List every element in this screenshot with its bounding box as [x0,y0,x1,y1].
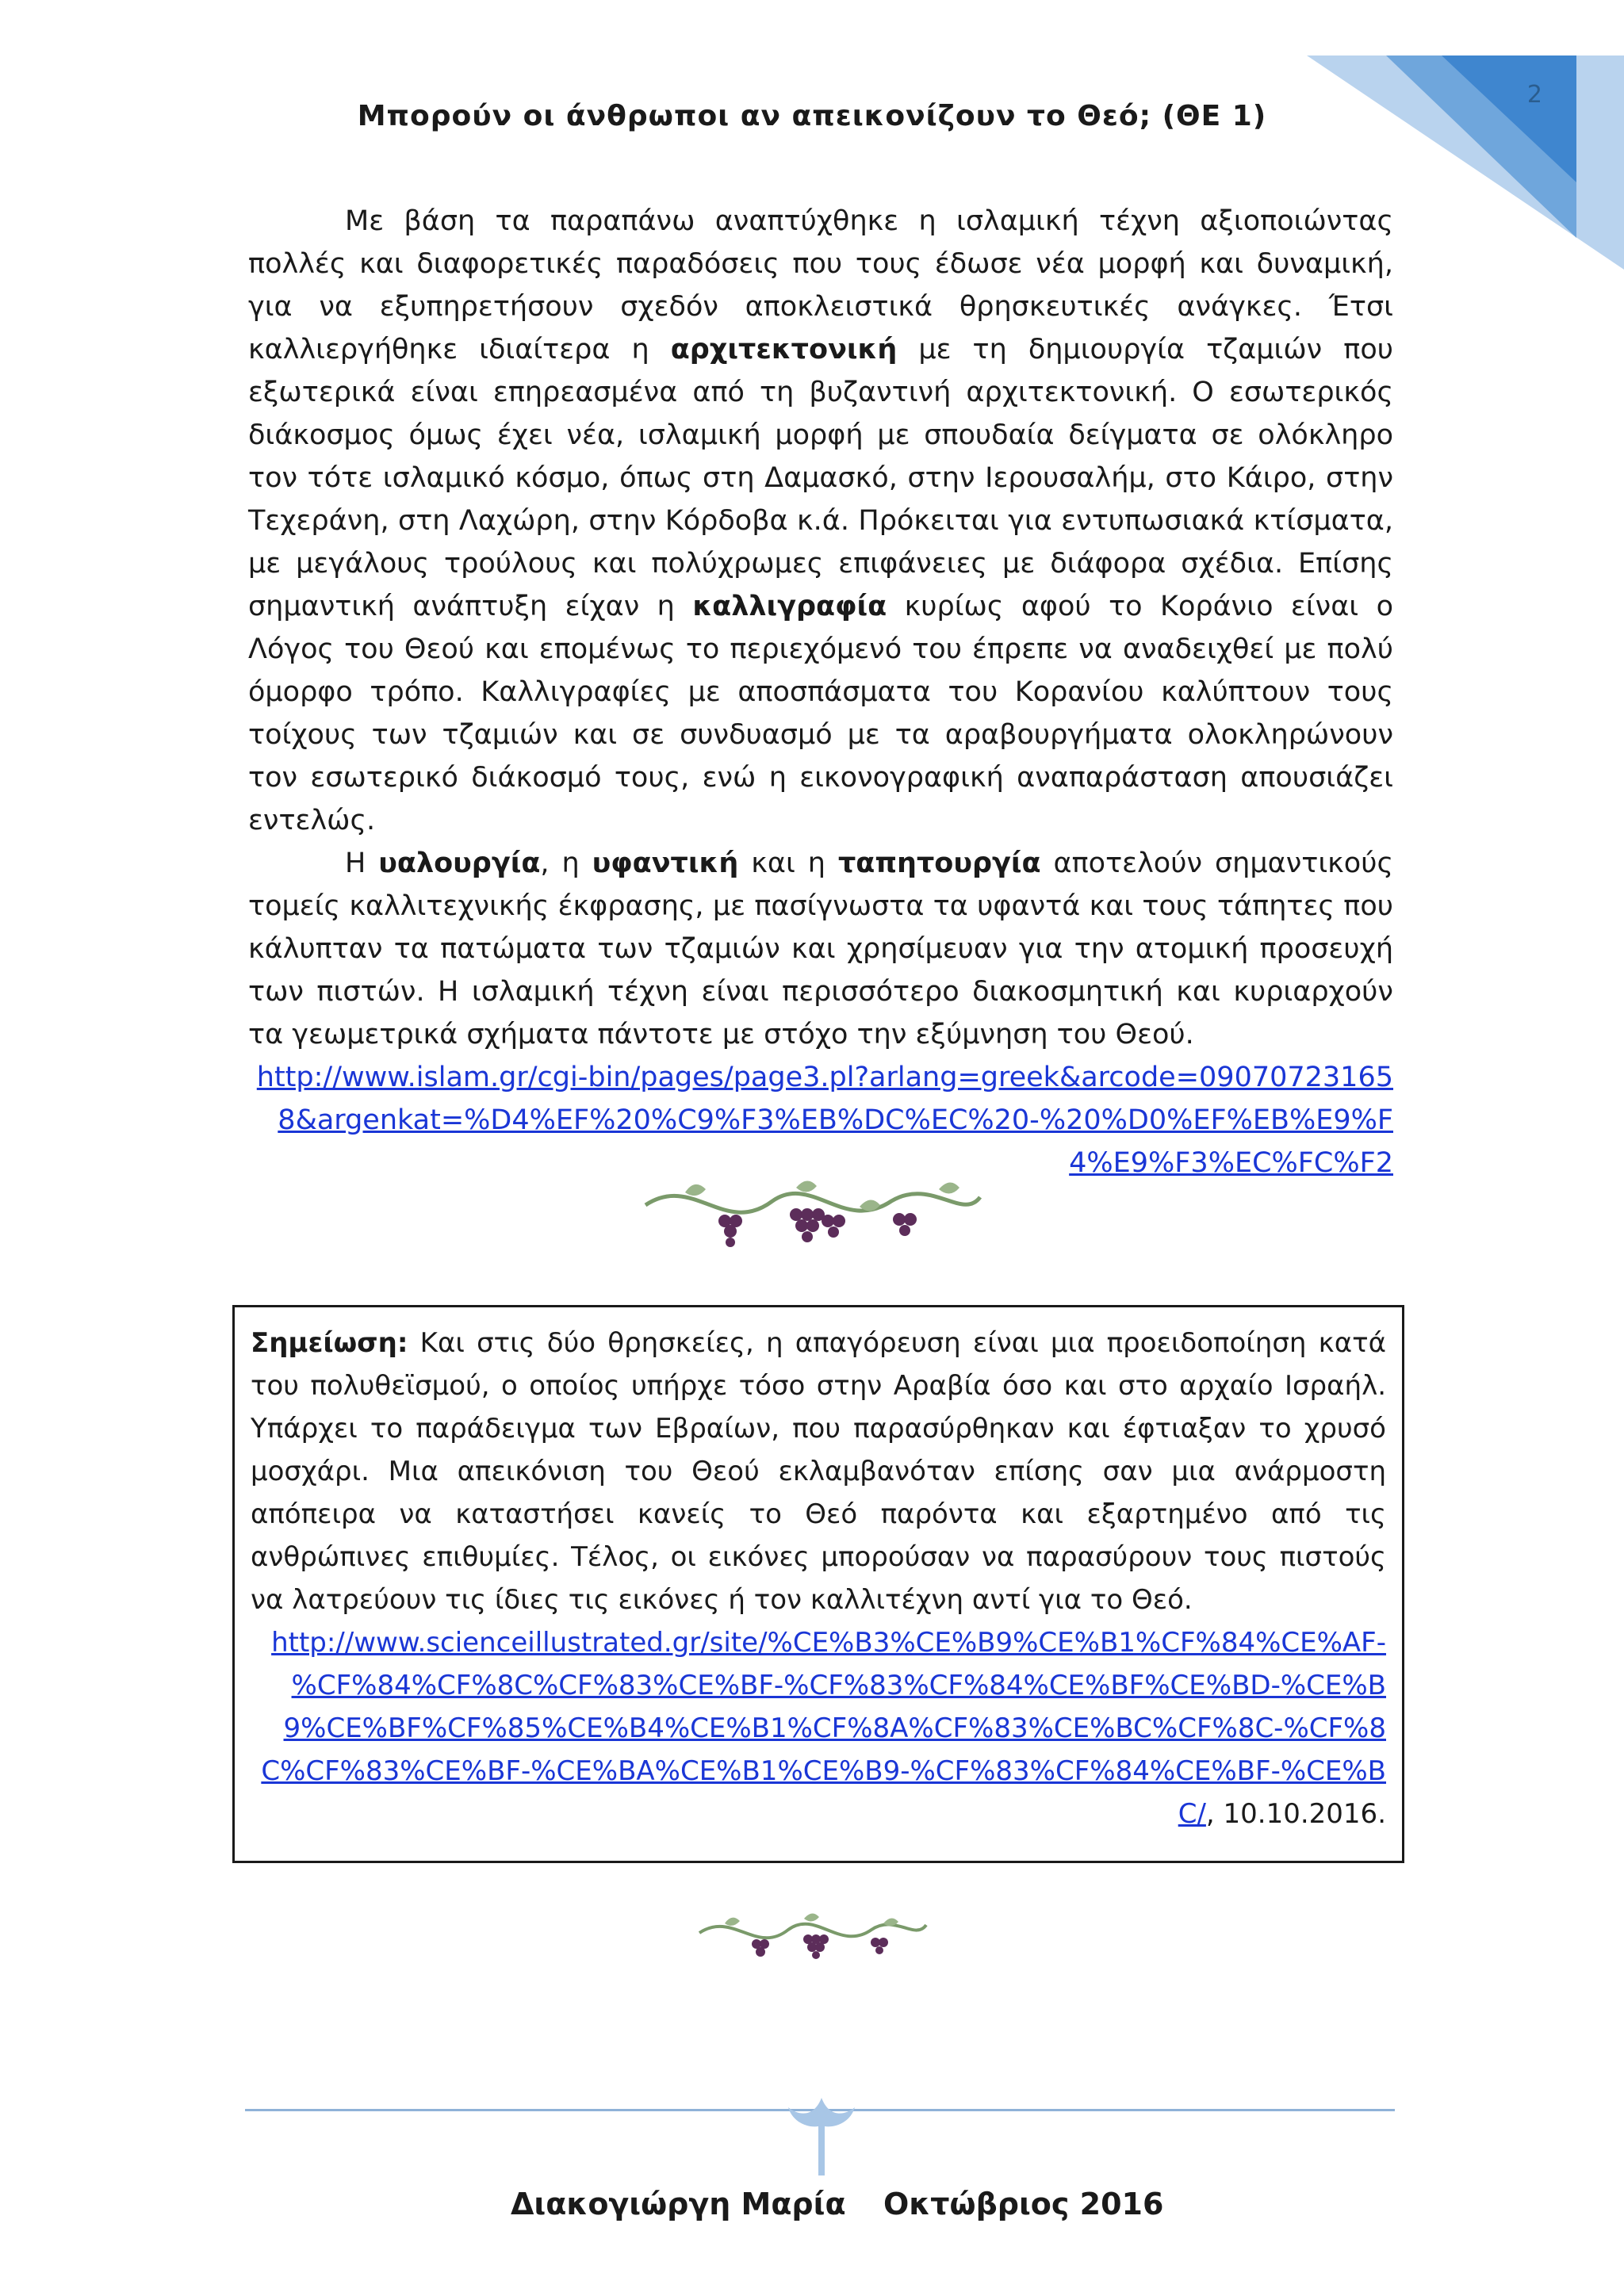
text-span: Η [345,848,379,879]
text-span: Με βάση τα παραπάνω αναπτύχθηκε η ισλαμική τέχνη αξιοποιώντας πολλές και διαφορετικές παραδόσεις που τους έδωσε νέα μορφή και δυναμική, για να εξυπηρετήσουν σχεδόν αποκλειστικά θρησκευτικές ανάγκες. Έτσι καλλιεργήθηκε ιδιαίτερα η [248,205,1393,365]
note-link-block [251,1621,1386,1835]
text-span: αποτελούν σημαντικούς τομείς καλλιτεχνικής έκφρασης, με πασίγνωστα τα υφαντά και τους τάπητες που κάλυπταν τα πατώματα των τζαμιών και χρησίμευαν για την ατομική προσευχή των πιστών. Η ισλαμική τέχνη είναι περισσότερο διακοσμητική και κυριαρχούν τα γεωμετρικά σχήματα πάντοτε με στόχο την εξύμνηση του Θεού. [248,848,1393,1050]
note-box [232,1305,1404,1863]
text-span: με τη δημιουργία τζαμιών που εξωτερικά είναι επηρεασμένα από τη βυζαντινή αρχιτεκτονική. Ο εσωτερικός διάκοσμος όμως έχει νέα, ισλαμική μορφή με σπουδαία δείγματα σε ολόκληρο τον τότε ισλαμικό κόσμο, όπως στη Δαμασκό, στην Ιερουσαλήμ, στο Κάιρο, στην Τεχεράνη, στη Λαχώρη, στην Κόρδοβα κ.ά. Πρόκειται για εντυπωσιακά κτίσματα, με μεγάλους τρούλους και πολύχρωμες επιφάνειες με διάφορα σχέδια. Επίσης σημαντική ανάπτυξη είχαν η [248,334,1393,622]
main-text [248,200,1393,1184]
note-text: Και στις δύο θρησκείες, η απαγόρευση είναι μια προειδοποίηση κατά του πολυθεϊσμού, ο οποίος υπήρχε τόσο στην Αραβία όσο και στο αρχαίο Ισραήλ. Υπάρχει το παράδειγμα των Εβραίων, που παρασύρθηκαν και έφτιαξαν το χρυσό μοσχάρι. Μια απεικόνιση του Θεού εκλαμβανόταν επίσης σαν μια ανάρμοστη απόπειρα να καταστήσει κανείς το Θεό παρόντα και εξαρτημένο από τις ανθρώπινες επιθυμίες. Τέλος, οι εικόνες μπορούσαν να παρασύρουν τους πιστούς να λατρεύουν τις ίδιες τις εικόνες ή τον καλλιτέχνη αντί για το Θεό. [251,1327,1386,1616]
text-span: και η [738,848,838,879]
paragraph-2 [248,842,1393,1056]
footer-date: Οκτώβριος 2016 [883,2187,1164,2221]
bold-term: υαλουργία [378,848,541,879]
note-date: , 10.10.2016. [1205,1798,1386,1830]
bold-term: καλλιγραφία [692,591,887,622]
bold-term: ταπητουργία [837,848,1041,879]
bold-term: υφαντική [592,848,739,879]
paragraph-1 [248,200,1393,842]
footer-author: Διακογιώργη Μαρία [511,2187,846,2221]
footer-emblem-icon [782,2087,861,2182]
source-link-1[interactable]: http://www.islam.gr/cgi-bin/pages/page3.pl?arlang=greek&arcode=090707231658&argenkat=%D4%EF%20%C9%F3%EB%DC%EC%20-%20%D0%EF%EB%E9%F4%E9%F3%EC%FC%F2 [256,1062,1393,1179]
text-span: κυρίως αφού το Κοράνιο είναι ο Λόγος του Θεού και επομένως το περιεχόμενό του έπρεπε να αναδειχθεί με πολύ όμορφο τρόπο. Καλλιγραφίες με αποσπάσματα του Κορανίου καλύπτουν τους τοίχους των τζαμιών και σε συνδυασμό με τα αραβουργήματα ολοκληρώνουν τον εσωτερικό διάκοσμό τους, ενώ η εικονογραφική αναπαράσταση απουσιάζει εντελώς. [248,591,1393,836]
source-link-2[interactable]: http://www.scienceillustrated.gr/site/%CE%B3%CE%B9%CE%B1%CF%84%CE%AF-%CF%84%CF%8C%CF%83%CE%BF-%CF%83%CF%84%CE%BF%CE%BD-%CE%B9%CE%BF%CF%85%CE%B4%CE%B1%CF%8A%CF%83%CE%BC%CF%8C-%CF%8C%CF%83%CE%BF-%CE%BA%CE%B1%CE%B9-%CF%83%CF%84%CE%BF-%CE%BC/ [261,1627,1386,1830]
page-number: 2 [1526,81,1542,109]
note-paragraph [251,1322,1386,1621]
vine-ornament-small-icon [693,1903,931,1966]
page-title: Μπορούν οι άνθρωποι αν απεικονίζουν το Θεό; (ΘΕ 1) [357,100,1267,132]
vine-ornament-icon [638,1165,986,1253]
text-span: , η [540,848,592,879]
bold-term: αρχιτεκτονική [670,334,898,365]
note-label: Σημείωση: [251,1327,408,1359]
